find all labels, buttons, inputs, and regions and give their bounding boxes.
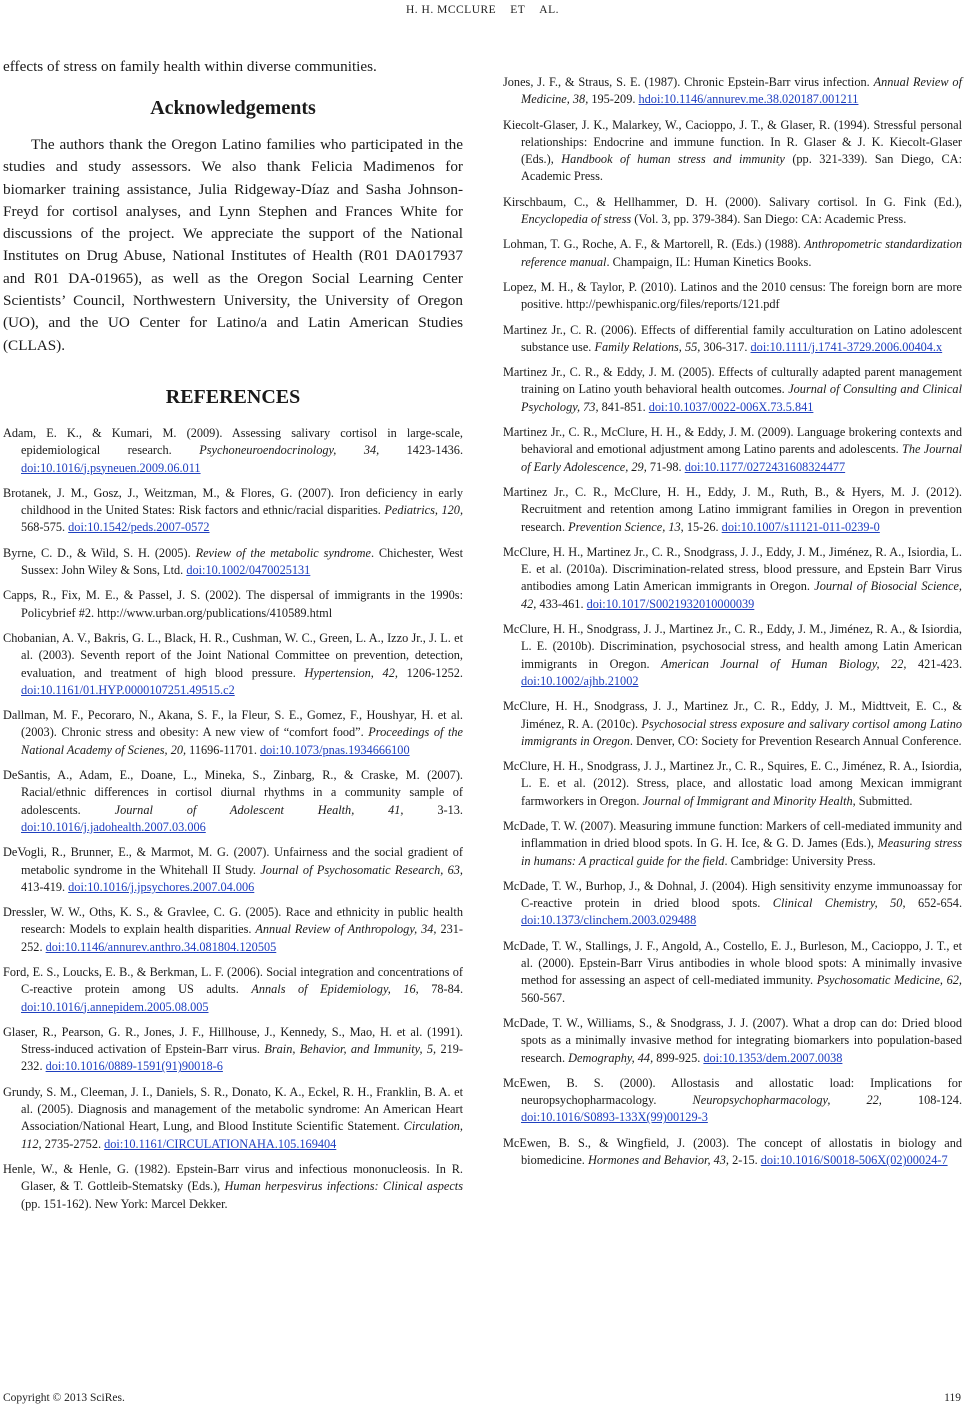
reference-text: Grundy, S. M., Cleeman, J. I., Daniels, S. R., Donato, K. A., Eckel, R. H., Franklin, B. A. et al. (2005). Diagnosis and management of the metabolic syndrome: An American Heart Association/National Heart, Lung, and Blood Institute Scientific Statement.: [3, 1084, 463, 1134]
reference-journal: Circulation, 112,: [21, 1119, 463, 1151]
reference-text: Martinez Jr., C. R., & Eddy, J. M. (2005). Effects of culturally adapted parent management training on Latino youth behavioral health outcomes.: [503, 365, 962, 397]
reference-journal: Psychoneuroendocrinology, 34,: [199, 443, 380, 458]
doi-link[interactable]: doi:10.1037/0022-006X.73.5.841: [648, 399, 814, 414]
reference-journal: Hormones and Behavior, 43,: [587, 1153, 729, 1168]
acknowledgements-text: The authors thank the Oregon Latino families who participated in the studies and study assessors. We also thank Felicia Madimenos for biomarker training assistance, Julia Ridgeway-Díaz and Sasha Johnson-Freyd for cortisol analyses, and Lynn Stephen and Frances White for discussions of the project. We appreciate the support of the National Institutes on Drug Abuse, National Institutes of Health (R01 DA017937 and R01 DA-01965), as well as the Oregon Social Learning Center Scientists’ Council, Northwestern University, the University of Oregon (UO), and the UO Center for Latino/a and Latin American Studies (CLLAS).: [3, 136, 463, 354]
reference-entry: [3, 904, 463, 956]
reference-journal: Journal of Immigrant and Minority Health,: [642, 793, 856, 808]
reference-journal: Journal of Consulting and Clinical Psychology, 73,: [521, 382, 962, 414]
reference-text: Henle, W., & Henle, G. (1982). Epstein-Barr virus and infectious mononucleosis. In R. Glaser, & T. Gottleib-Stematsky (Eds.),: [3, 1161, 463, 1194]
reference-pages: 413-419.: [21, 879, 66, 894]
reference-pages: . Chichester, West Sussex: John Wiley & Sons, Ltd.: [21, 545, 463, 578]
header-author: H. H. MCCLURE: [406, 4, 497, 16]
reference-entry: [503, 322, 962, 357]
reference-journal: Journal of Biosocial Science, 42,: [521, 579, 962, 611]
reference-text: Lopez, M. H., & Taylor, P. (2010). Latinos and the 2010 census: The foreign born are more positive. http://pewhispanic.org/files/reports/121.pdf: [503, 279, 962, 312]
reference-journal: Psychosomatic Medicine, 62,: [816, 973, 962, 988]
reference-pages: 1423-1436.: [406, 443, 464, 458]
reference-pages: 11696-11701.: [189, 742, 257, 757]
reference-entry: [503, 621, 962, 690]
reference-entry: [3, 485, 463, 537]
reference-journal: Demography, 44,: [568, 1050, 654, 1065]
reference-entry: [503, 878, 962, 930]
page-number: 119: [944, 1392, 961, 1404]
reference-pages: 78-84.: [431, 982, 464, 997]
reference-entry: [503, 424, 962, 476]
reference-pages: 231-252.: [21, 922, 463, 954]
reference-text: Martinez Jr., C. R., McClure, H. H., & Eddy, J. M. (2009). Language brokering contexts and behavioral and emotional adjustment among Latino parents and adolescents.: [503, 425, 962, 457]
reference-entry: [3, 1161, 463, 1213]
reference-entry: [3, 767, 463, 836]
reference-entry: [503, 758, 962, 810]
reference-entry: [503, 1135, 962, 1170]
reference-pages: 71-98.: [649, 459, 682, 474]
reference-pages: 2-15.: [732, 1153, 758, 1168]
reference-journal: Human herpesvirus infections: Clinical aspects: [224, 1179, 463, 1194]
reference-text: Kiecolt-Glaser, J. K., Malarkey, W., Cacioppo, J. T., & Glaser, R. (1994). Stressful personal relationships: Endocrine and immune function. In R. Glaser & J. K. Kiecolt-Glaser (Eds.),: [503, 117, 962, 167]
reference-journal: Anthropometric standardization reference manual: [521, 237, 962, 269]
reference-journal: The Journal of Early Adolescence, 29,: [521, 442, 963, 474]
reference-pages: 3-13.: [437, 802, 463, 817]
doi-link[interactable]: doi:10.1016/j.psyneuen.2009.06.011: [21, 460, 201, 475]
reference-pages: (pp. 151-162). New York: Marcel Dekker.: [21, 1196, 228, 1211]
doi-link[interactable]: hdoi:10.1146/annurev.me.38.020187.001211: [638, 92, 859, 107]
reference-journal: Review of the metabolic syndrome: [195, 545, 371, 560]
doi-link[interactable]: doi:10.1353/dem.2007.0038: [703, 1050, 843, 1065]
reference-text: Jones, J. F., & Straus, S. E. (1987). Chronic Epstein-Barr virus infection.: [503, 75, 870, 89]
copyright-notice: Copyright © 2013 SciRes.: [3, 1392, 125, 1404]
doi-link[interactable]: doi:10.1016/S0893-133X(99)00129-3: [521, 1110, 708, 1125]
doi-link[interactable]: doi:10.1542/peds.2007-0572: [68, 520, 210, 535]
reference-journal: Proceedings of the National Academy of Scienes, 20,: [21, 725, 463, 757]
doi-link[interactable]: doi:10.1016/j.jadohealth.2007.03.006: [21, 819, 206, 834]
doi-link[interactable]: doi:10.1161/01.HYP.0000107251.49515.c2: [21, 682, 235, 697]
doi-link[interactable]: doi:10.1111/j.1741-3729.2006.00404.x: [750, 339, 943, 354]
reference-list-left: [3, 425, 463, 1213]
reference-pages: (Vol. 3, pp. 379-384). San Diego: CA: Academic Press.: [634, 212, 907, 227]
reference-entry: [3, 964, 463, 1016]
reference-text: McDade, T. W., Burhop, J., & Dohnal, J. (2004). High sensitivity enzyme immunoassay for C-reactive protein in dried blood spots.: [503, 878, 962, 911]
reference-pages: 1206-1252.: [406, 665, 463, 680]
doi-link[interactable]: doi:10.1016/j.annepidem.2005.08.005: [21, 999, 209, 1014]
reference-journal: Measuring stress in humans: A practical guide for the field: [521, 836, 963, 868]
reference-journal: Clinical Chemistry, 50,: [772, 896, 906, 911]
reference-entry: [3, 844, 463, 896]
reference-list-right: [503, 74, 962, 1169]
reference-pages: 652-654.: [917, 896, 963, 911]
reference-text: Martinez Jr., C. R., McClure, H. H., Eddy, J. M., Ruth, B., & Hyers, M. J. (2012). Recruitment and retention among Latino immigrant families in Oregon in prevention research.: [503, 484, 962, 534]
reference-entry: [503, 1015, 962, 1067]
reference-pages: 560-567.: [521, 990, 566, 1005]
reference-text: McClure, H. H., Snodgrass, J. J., Martinez Jr., C. R., Squires, E. C., Jiménez, R. A., Isiordia, L. E. et al. (2012). Stress, place, and allostatic load among Mexican immigrant farmworkers in Oregon.: [503, 759, 962, 808]
doi-link[interactable]: doi:10.1016/j.jpsychores.2007.04.006: [68, 879, 255, 894]
reference-journal: Hypertension, 42,: [304, 665, 398, 680]
reference-entry: [503, 1075, 962, 1127]
reference-pages: . Champaign, IL: Human Kinetics Books.: [606, 254, 812, 269]
reference-text: Capps, R., Fix, M. E., & Passel, J. S. (2002). The dispersal of immigrants in the 1990s: Policybrief #2. http://www.urban.org/publications/410589.html: [3, 588, 463, 620]
reference-text: Chobanian, A. V., Bakris, G. L., Black, H. R., Cushman, W. C., Green, L. A., Izzo Jr., J. L. et al. (2003). Seventh report of the Joint National Committee on prevention, detection, evaluation, and treatment of high blood pressure.: [3, 630, 463, 680]
reference-entry: [503, 117, 962, 186]
reference-entry: [3, 1084, 463, 1153]
reference-entry: [3, 1024, 463, 1076]
reference-text: Dressler, W. W., Oths, K. S., & Gravlee, C. G. (2005). Race and ethnicity in public health research: Models to explain health disparities.: [3, 905, 463, 937]
reference-journal: Journal of Adolescent Health, 41,: [114, 802, 404, 817]
reference-entry: [503, 74, 962, 109]
doi-link[interactable]: doi:10.1002/ajhb.21002: [521, 673, 639, 688]
reference-journal: Handbook of human stress and immunity: [561, 152, 785, 167]
reference-journal: Journal of Psychosomatic Research, 63,: [260, 862, 463, 877]
doi-link[interactable]: doi:10.1177/0272431608324477: [684, 459, 846, 474]
reference-journal: Encyclopedia of stress: [521, 212, 632, 227]
reference-pages: 899-925.: [656, 1050, 701, 1065]
reference-entry: [503, 236, 962, 271]
reference-entry: [503, 544, 962, 613]
reference-entry: [503, 698, 962, 750]
reference-text: McClure, H. H., Snodgrass, J. J., Martinez Jr., C. R., Eddy, J. M., Jiménez, R. A., & Isiordia, L. E. (2010b). Discrimination, psychosocial stress, and health among Latin American immigrants in Oregon.: [503, 622, 962, 671]
reference-entry: [3, 587, 463, 622]
reference-entry: [3, 630, 463, 699]
reference-text: McClure, H. H., Snodgrass, J. J., Martinez Jr., C. R., Eddy, J. M., Midttveit, E. C., & Jiménez, R. A. (2010c).: [503, 699, 962, 731]
doi-link[interactable]: doi:10.1016/0889-1591(91)90018-6: [45, 1059, 223, 1074]
reference-entry: [503, 484, 962, 536]
reference-text: McDade, T. W., Williams, S., & Snodgrass, J. J. (2007). What a drop can do: Dried blood spots as a minimally invasive method for integrating biomarkers into population-based research.: [503, 1015, 962, 1065]
reference-pages: . Cambridge: University Press.: [724, 853, 876, 868]
reference-text: DeVogli, R., Brunner, E., & Marmot, M. G. (2007). Unfairness and the social gradient of metabolic syndrome in the Whitehall II Study.: [3, 845, 463, 877]
reference-journal: Pediatrics, 120,: [384, 503, 464, 518]
reference-entry: [503, 194, 962, 229]
reference-pages: 433-461.: [539, 596, 584, 611]
doi-link[interactable]: doi:10.1002/0470025131: [186, 563, 311, 578]
doi-link[interactable]: doi:10.1146/annurev.anthro.34.081804.120505: [45, 939, 277, 954]
reference-journal: Annals of Epidemiology, 16,: [251, 982, 419, 997]
header-al: AL.: [539, 4, 559, 16]
reference-entry: [503, 938, 962, 1007]
reference-entry: [503, 364, 962, 416]
reference-pages: 195-209.: [591, 92, 636, 107]
reference-pages: , 15-26.: [680, 519, 719, 534]
reference-text: Martinez Jr., C. R. (2006). Effects of differential family acculturation on Latino adolescent substance use.: [503, 322, 962, 354]
running-header: [0, 4, 965, 16]
reference-text: Glaser, R., Pearson, G. R., Jones, J. F., Hillhouse, J., Kennedy, S., Mao, H. et al. (1991). Stress-induced activation of Epstein-Barr virus.: [3, 1024, 463, 1057]
reference-entry: [503, 279, 962, 314]
reference-pages: 108-124.: [917, 1093, 963, 1108]
doi-link[interactable]: doi:10.1016/S0018-506X(02)00024-7: [760, 1153, 948, 1168]
reference-entry: [3, 707, 463, 759]
reference-journal: Neuropsychopharmacology, 22,: [692, 1093, 882, 1108]
references-heading: REFERENCES: [165, 385, 301, 408]
reference-text: DeSantis, A., Adam, E., Doane, L., Mineka, S., Zinbarg, R., & Craske, M. (2007). Racial/ethnic differences in cortisol diurnal rhythms in a community sample of adolescents.: [3, 768, 463, 817]
reference-pages: 306-317.: [703, 339, 748, 354]
reference-pages: . Denver, CO: Society for Prevention Research Annual Conference.: [629, 733, 962, 748]
reference-text: Brotanek, J. M., Gosz, J., Weitzman, M., & Flores, G. (2007). Iron deficiency in early childhood in the United States: Risk factors and ethnic/racial disparities.: [3, 485, 463, 518]
left-column: [3, 56, 463, 1221]
reference-pages: (pp. 321-339). San Diego, CA: Academic Press.: [521, 152, 962, 184]
doi-link[interactable]: doi:10.1161/CIRCULATIONAHA.105.169404: [104, 1136, 337, 1151]
reference-entry: [3, 425, 463, 477]
doi-link[interactable]: doi:10.1373/clinchem.2003.029488: [521, 913, 697, 928]
acknowledgements-heading: Acknowledgements: [150, 97, 316, 119]
reference-journal: Brain, Behavior, and Immunity, 5,: [264, 1042, 437, 1057]
reference-pages: 421-423.: [917, 656, 963, 671]
reference-journal: Family Relations, 55,: [594, 339, 701, 354]
right-column: [503, 74, 962, 1177]
reference-pages: 219-232.: [21, 1042, 463, 1074]
reference-text: Lohman, T. G., Roche, A. F., & Martorell, R. (Eds.) (1988).: [503, 237, 801, 252]
reference-text: Kirschbaum, C., & Hellhammer, D. H. (2000). Salivary cortisol. In G. Fink (Ed.),: [503, 194, 962, 209]
doi-link[interactable]: doi:10.1017/S0021932010000039: [586, 596, 755, 611]
doi-link[interactable]: doi:10.1073/pnas.1934666100: [259, 742, 410, 757]
reference-text: Dallman, M. F., Pecoraro, N., Akana, S. F., la Fleur, S. E., Gomez, F., Houshyar, H. et al. (2003). Chronic stress and obesity: A new view of “comfort food”.: [3, 708, 463, 740]
reference-pages: Submitted.: [858, 793, 913, 808]
reference-text: McClure, H. H., Martinez Jr., C. R., Snodgrass, J. J., Eddy, J. M., Jiménez, R. A., Isiordia, L. E. et al. (2010a). Discrimination-related stress, blood pressure, and Epstein Barr Virus antibodies among Latin American immigrants in Oregon.: [503, 544, 962, 594]
reference-text: McEwen, B. S. (2000). Allostasis and allostatic load: Implications for neuropsychopharmacology.: [503, 1075, 962, 1108]
reference-text: McDade, T. W., Stallings, J. F., Angold, A., Costello, E. J., Burleson, M., Cacioppo, J. T., et al. (2000). Epstein-Barr Virus antibodies in whole blood spots: A minimally invasive method for assessing an aspect of cell-mediated immunity.: [503, 938, 962, 988]
header-et: ET: [510, 4, 526, 16]
reference-text: Byrne, C. D., & Wild, S. H. (2005).: [3, 545, 191, 560]
doi-link[interactable]: doi:10.1007/s11121-011-0239-0: [721, 519, 880, 534]
reference-pages: 841-851.: [601, 399, 646, 414]
reference-entry: [3, 545, 463, 580]
reference-text: Ford, E. S., Loucks, E. B., & Berkman, L. F. (2006). Social integration and concentrations of C-reactive protein among US adults.: [3, 964, 463, 997]
reference-pages: 2735-2752.: [44, 1136, 102, 1151]
reference-journal: Psychosocial stress exposure and salivary cortisol among Latino immigrants in Oregon: [521, 716, 962, 748]
reference-journal: Prevention Science, 13: [568, 519, 681, 534]
reference-entry: [503, 818, 962, 870]
lead-text: effects of stress on family health within diverse communities.: [3, 58, 377, 75]
reference-text: McEwen, B. S., & Wingfield, J. (2003). The concept of allostatis in biology and biomedicine.: [503, 1135, 962, 1168]
reference-pages: 568-575.: [21, 520, 66, 535]
reference-text: McDade, T. W. (2007). Measuring immune function: Markers of cell-mediated immunity and inflammation in dried blood spots. In G. H. Ice, & G. D. James (Eds.),: [503, 818, 962, 851]
reference-journal: American Journal of Human Biology, 22,: [661, 656, 907, 671]
reference-journal: Annual Review of Anthropology, 34,: [255, 922, 437, 937]
reference-journal: Annual Review of Medicine, 38,: [521, 75, 962, 107]
reference-text: Adam, E. K., & Kumari, M. (2009). Assessing salivary cortisol in large-scale, epidemiological research.: [3, 425, 463, 458]
